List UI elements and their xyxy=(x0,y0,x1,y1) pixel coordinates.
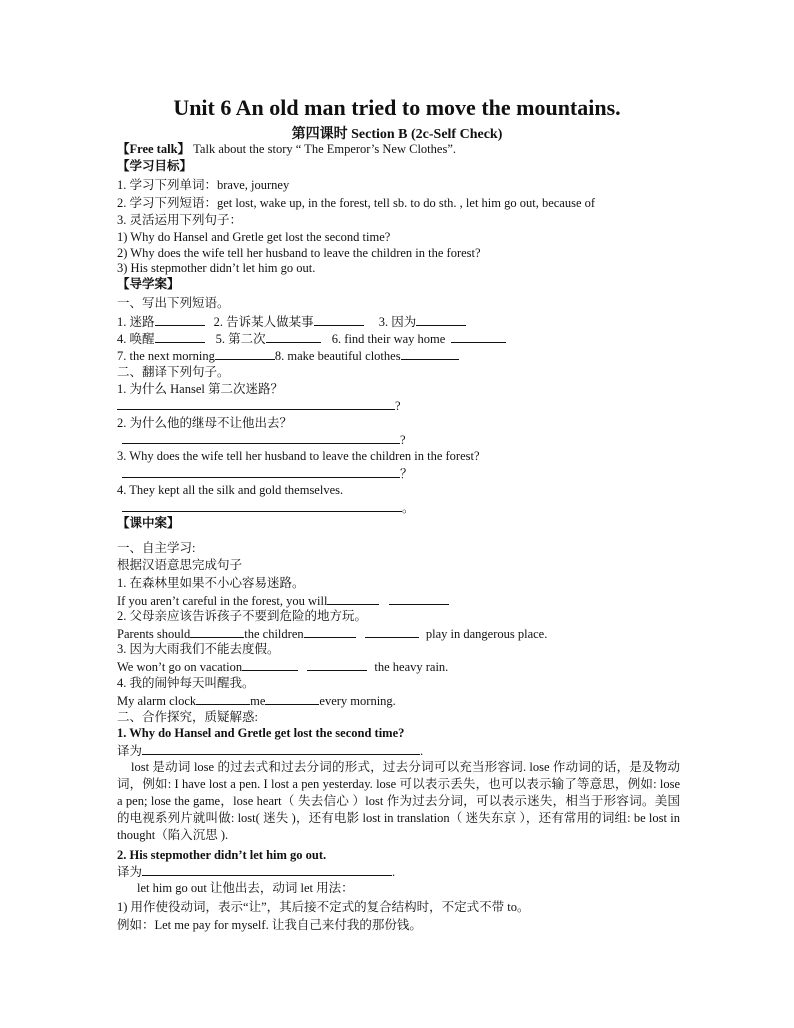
answer-blank[interactable] xyxy=(265,693,319,705)
translate-line xyxy=(117,864,395,880)
sentence-text: Parents should xyxy=(117,627,191,641)
sentence-text: me xyxy=(250,694,266,708)
sentence-en xyxy=(117,659,448,675)
phrase-label: 3. 因为 xyxy=(378,315,417,329)
sentence-en xyxy=(117,593,449,609)
answer-blank[interactable] xyxy=(155,331,205,343)
sentence-cn: 1. 在森林里如果不小心容易迷路。 xyxy=(117,576,305,590)
coop-title: 二、合作探究，质疑解惑: xyxy=(117,710,258,724)
answer-blank[interactable] xyxy=(142,864,392,876)
sentence-text: If you aren’t careful in the forest, you will xyxy=(117,594,328,608)
question-mark: ？ xyxy=(400,467,413,481)
phrase-label: 7. the next morning xyxy=(117,349,215,363)
explanation-line: 例如：Let me pay for myself. 让我自己来付我的那份钱。 xyxy=(117,918,422,932)
answer-line xyxy=(117,466,413,482)
explanation-line: let him go out 让他出去，动词 let 用法： xyxy=(137,881,354,895)
translate-label: 译为 xyxy=(117,744,143,758)
phrase-label: 5. 第二次 xyxy=(215,332,266,346)
explanation-line: 1) 用作使役动词，表示“让”，其后接不定式的复合结构时，不定式不带 to。 xyxy=(117,900,530,914)
answer-blank[interactable] xyxy=(266,331,321,343)
sentence-cn: 3. 因为大雨我们不能去度假。 xyxy=(117,642,280,656)
sentence-text: every morning. xyxy=(319,694,396,708)
translate-question: 2. 为什么他的继母不让他出去？ xyxy=(117,416,293,430)
answer-blank[interactable] xyxy=(122,466,400,478)
answer-blank[interactable] xyxy=(122,432,400,444)
part2-title: 二、翻译下列句子。 xyxy=(117,365,230,379)
phrase-label: 2. 告诉某人做某事 xyxy=(213,315,314,329)
answer-blank[interactable] xyxy=(117,398,395,410)
answer-blank[interactable] xyxy=(215,348,275,360)
goal-item: 3) His stepmother didn’t let him go out. xyxy=(117,261,316,275)
sentence-en xyxy=(117,693,396,709)
point2-title: 2. His stepmother didn’t let him go out. xyxy=(117,848,327,862)
free-talk-text: Talk about the story “ The Emperor’s New Clothes”. xyxy=(190,142,456,156)
goal-item: 1. 学习下列单词：brave, journey xyxy=(117,178,290,192)
sentence-text: the heavy rain. xyxy=(374,660,449,674)
goal-item: 3. 灵活运用下列句子： xyxy=(117,213,243,227)
sentence-cn: 4. 我的闹钟每天叫醒我。 xyxy=(117,676,255,690)
phrase-row xyxy=(117,348,459,364)
self-study-title: 一、自主学习: xyxy=(117,541,196,555)
goal-item: 2. 学习下列短语：get lost, wake up, in the forest, tell sb. to do sth. , let him go out, because of xyxy=(117,196,596,210)
answer-blank[interactable] xyxy=(451,331,506,343)
period-mark: 。 xyxy=(402,501,415,515)
answer-blank[interactable] xyxy=(365,626,419,638)
goals-heading: 【学习目标】 xyxy=(117,159,193,173)
explanation-paragraph: lost 是动词 lose 的过去式和过去分词的形式，过去分词可以充当形容词. lose 作动词的话，是及物动词，例如: I have lost a pen. I lost a pen yesterday. lose 可以表示丢失，也可以表示输了等意思，例如: lose a pen; lose the game，lose heart（ 失去信心 ）lost 作为过去分词，可以表示迷失，相当于形容词。美国的电视系列片就叫做: lost( 迷失 )，还有电影 lost in translation（ 迷失东京 ），还有常用的词组: be lost in thought（陷入沉思 ). xyxy=(117,760,680,842)
guide-heading: 【导学案】 xyxy=(117,277,180,291)
phrase-label: 8. make beautiful clothes xyxy=(274,349,401,363)
sentence-en xyxy=(117,626,547,642)
free-talk-label: 【Free talk】 xyxy=(117,142,191,156)
translate-label: 译为 xyxy=(117,865,143,879)
answer-blank[interactable] xyxy=(142,743,420,755)
answer-line xyxy=(117,500,415,516)
sentence-text: the children xyxy=(244,627,304,641)
answer-blank[interactable] xyxy=(242,659,298,671)
answer-blank[interactable] xyxy=(314,314,364,326)
answer-blank[interactable] xyxy=(155,314,205,326)
translate-question: 3. Why does the wife tell her husband to leave the children in the forest? xyxy=(117,449,480,463)
period-mark: . xyxy=(392,865,396,879)
answer-blank[interactable] xyxy=(304,626,356,638)
answer-line xyxy=(117,432,406,448)
sentence-text: My alarm clock xyxy=(117,694,197,708)
answer-blank[interactable] xyxy=(416,314,466,326)
page-title: Unit 6 An old man tried to move the mountains. xyxy=(173,95,621,120)
translate-line xyxy=(117,743,423,759)
point1-title: 1. Why do Hansel and Gretle get lost the second time? xyxy=(117,726,405,740)
free-talk-line xyxy=(117,142,456,157)
translate-question: 4. They kept all the silk and gold themselves. xyxy=(117,483,344,497)
question-mark: ? xyxy=(400,433,406,447)
goal-item: 2) Why does the wife tell her husband to leave the children in the forest? xyxy=(117,246,481,260)
answer-blank[interactable] xyxy=(190,626,244,638)
instruction: 根据汉语意思完成句子 xyxy=(117,558,243,572)
answer-blank[interactable] xyxy=(389,593,449,605)
answer-blank[interactable] xyxy=(122,500,402,512)
phrase-label: 1. 迷路 xyxy=(117,315,155,329)
translate-question: 1. 为什么 Hansel 第二次迷路？ xyxy=(117,382,283,396)
sentence-text: We won’t go on vacation xyxy=(117,660,243,674)
class-heading: 【课中案】 xyxy=(117,516,180,530)
page-subtitle: 第四课时 Section B (2c-Self Check) xyxy=(291,127,503,142)
answer-blank[interactable] xyxy=(307,659,367,671)
answer-blank[interactable] xyxy=(327,593,379,605)
sentence-text: play in dangerous place. xyxy=(425,627,548,641)
phrase-label: 4. 唤醒 xyxy=(117,332,155,346)
phrase-row xyxy=(117,314,466,330)
part1-title: 一、写出下列短语。 xyxy=(117,296,230,310)
phrase-label: 6. find their way home xyxy=(331,332,446,346)
answer-line xyxy=(117,398,401,414)
sentence-cn: 2. 父母亲应该告诉孩子不要到危险的地方玩。 xyxy=(117,609,368,623)
question-mark: ? xyxy=(395,399,401,413)
phrase-row xyxy=(117,331,506,347)
period-mark: . xyxy=(420,744,424,758)
answer-blank[interactable] xyxy=(401,348,459,360)
answer-blank[interactable] xyxy=(196,693,250,705)
goal-item: 1) Why do Hansel and Gretle get lost the second time? xyxy=(117,230,391,244)
